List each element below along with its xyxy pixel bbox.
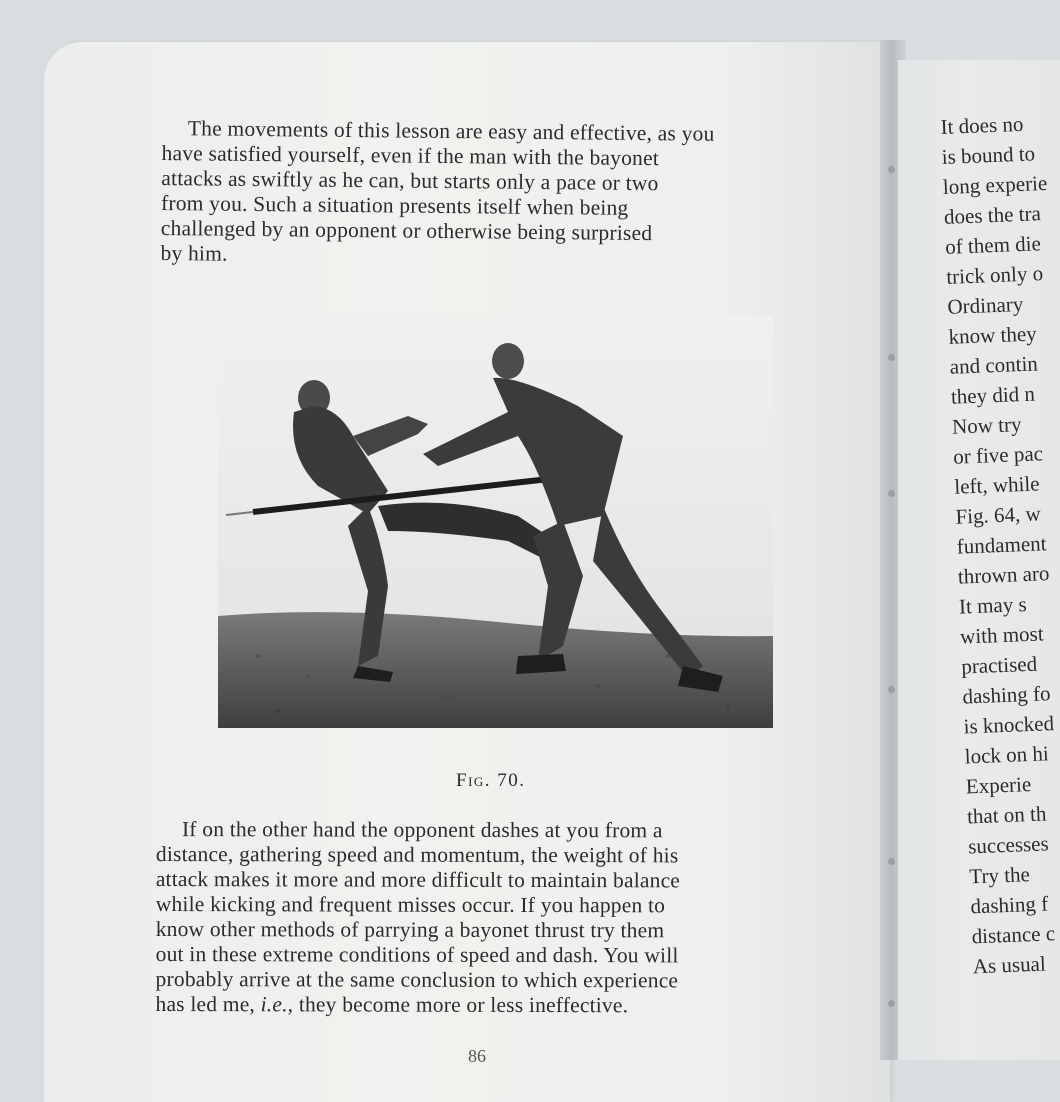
text-line: with most [959,621,1044,649]
text-line: by him. [160,240,228,266]
text-line: attack makes it more and more difficult to maintain balance [155,866,681,893]
binding-stitch [888,166,895,173]
figure-photograph [218,316,773,728]
text-line: from you. Such a situation presents itself when being [160,190,629,220]
text-line-last [155,992,839,1019]
text-line: Experie [965,772,1032,799]
text-line: dashing fo [961,681,1051,709]
text-line: lock on hi [964,741,1050,769]
text-line: know they [948,321,1038,349]
text-line: attacks as swiftly as he can, but starts only a pace or two [161,165,659,196]
text-line: they did n [950,381,1036,409]
text-line: of them die [944,231,1042,259]
text-line: or five pac [952,441,1044,469]
binding-stitch [888,354,895,361]
paragraph-body [155,817,840,1019]
text-line: while kicking and frequent misses occur. If you happen to [155,891,666,918]
text-segment: has led me, [155,991,261,1017]
figure-illustration [218,316,773,728]
text-line: distance, gathering speed and momentum, the weight of his [155,841,679,868]
text-line: is bound to [941,141,1036,169]
text-segment: , they become more or less ineffective. [287,992,629,1018]
text-line: It may s [958,592,1028,619]
text-line: does the tra [943,201,1042,229]
text-line: As usual [972,951,1047,979]
text-line: Now try [951,412,1022,439]
text-line: thrown aro [957,561,1050,589]
text-line: know other methods of parrying a bayonet thrust try them [155,916,665,943]
text-line: is knocked [963,711,1055,739]
text-line: dashing f [970,891,1049,919]
text-line: probably arrive at the same conclusion to which experience [155,966,679,993]
text-line: practised [960,651,1038,679]
text-line: out in these extreme conditions of speed and dash. You will [155,941,679,968]
text-line: The movements of this lesson are easy and effective, as you [187,116,715,146]
text-line: challenged by an opponent or otherwise being surprised [160,215,653,246]
text-line: have satisfied yourself, even if the man with the bayonet [161,140,660,171]
text-line: fundament [956,531,1047,559]
paragraph-intro [160,116,838,273]
italic-abbreviation: i.e. [260,992,288,1017]
text-line: long experie [942,170,1048,199]
text-line: and contin [949,351,1039,379]
text-line: left, while [953,471,1040,499]
binding-stitch [888,1000,895,1007]
text-line: successes [967,831,1050,859]
text-line: It does no [940,111,1024,139]
text-line: distance c [971,921,1056,949]
binding-stitch [888,858,895,865]
binding-stitch [888,490,895,497]
text-line: Ordinary [947,291,1024,319]
binding-stitch [888,686,895,693]
text-line: Try the [968,862,1031,889]
text-line: that on th [966,801,1047,829]
figure-caption: Fig. 70. [456,770,526,791]
text-line: If on the other hand the opponent dashes at you from a [181,817,663,843]
text-line: trick only o [945,261,1044,289]
page-number: 86 [468,1046,486,1066]
text-line: Fig. 64, w [955,501,1042,529]
